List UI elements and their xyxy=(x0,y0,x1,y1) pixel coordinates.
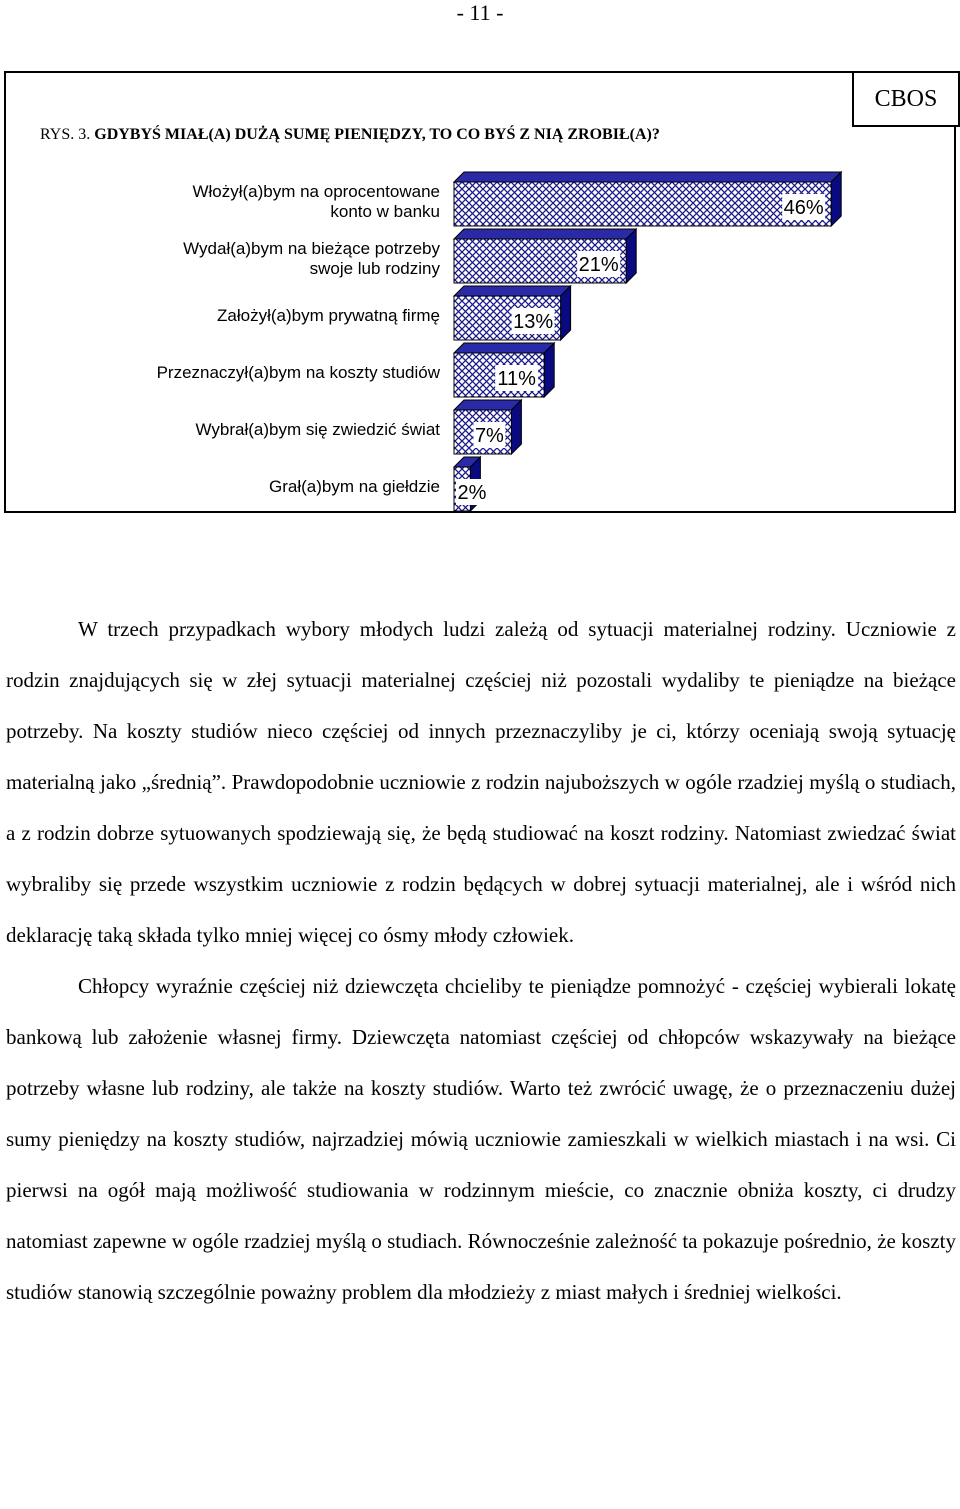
bar-side xyxy=(561,286,571,340)
category-label-line: Grał(a)bym na giełdzie xyxy=(268,477,440,496)
category-label xyxy=(100,477,440,497)
source-badge: CBOS xyxy=(852,71,960,127)
bar-top xyxy=(454,400,521,410)
value-label: 11% xyxy=(497,368,536,390)
bar-top xyxy=(454,343,554,353)
value-label: 21% xyxy=(578,254,619,276)
category-label-line: Wydał(a)bym na bieżące potrzeby xyxy=(183,239,440,258)
category-label-line: swoje lub rodziny xyxy=(309,259,440,278)
page-number: - 11 - xyxy=(456,0,504,25)
figure-number: RYS. 3. xyxy=(40,126,91,143)
value-label: 7% xyxy=(474,425,504,447)
bar-top xyxy=(454,286,571,296)
bar-side xyxy=(544,343,554,397)
bar-side xyxy=(626,229,636,283)
bar-front xyxy=(454,182,831,226)
paragraph-1: W trzech przypadkach wybory młodych ludzi zależą od sytuacji materialnej rodziny. Uczniowie z rodzin znajdujących się w złej sytuacji materialnej częściej niż pozostali wydaliby te pieniądze na bieżące potrzeby. Na koszty studiów nieco częściej od innych przeznaczyliby je ci, którzy oceniają swoją sytuację materialną jako „średnią”. Prawdopodobnie uczniowie z rodzin najuboższych w ogóle rzadziej myślą o studiach, a z rodzin dobrze sytuowanych spodziewają się, że będą studiować na koszt rodziny. Natomiast zwiedzać świat wybraliby się przede wszystkim uczniowie z rodzin będących w dobrej sytuacji materialnej, ale i wśród nich deklarację taką składa tylko mniej więcej co ósmy młody człowiek. xyxy=(6,617,956,947)
category-label-line: Wybrał(a)bym się zwiedzić świat xyxy=(195,420,440,439)
category-label-line: konto w banku xyxy=(330,202,440,221)
bar-top xyxy=(454,172,841,182)
category-label xyxy=(100,239,440,279)
value-label: 13% xyxy=(513,311,554,333)
body-text xyxy=(6,604,956,1318)
category-label xyxy=(100,306,440,326)
category-label-line: Przeznaczył(a)bym na koszty studiów xyxy=(156,363,440,382)
paragraph-2: Chłopcy wyraźnie częściej niż dziewczęta chcieliby te pieniądze pomnożyć - częściej wybierali lokatę bankową lub założenie własnej firmy. Dziewczęta natomiast częściej od chłopców wskazywały na bieżące potrzeby własne lub rodziny, ale także na koszty studiów. Warto też zwrócić uwagę, że o przeznaczeniu dużej sumy pieniędzy na koszty studiów, najrzadziej mówią uczniowie zamieszkali w wielkich miastach i na wsi. Ci pierwsi na ogół mają możliwość studiowania w rodzinnym mieście, co znacznie obniża koszty, ci drudzy natomiast zapewne w ogóle rzadziej myślą o studiach. Równocześnie zależność ta pokazuje pośrednio, że koszty studiów stanowią szczególnie poważny problem dla młodzieży z miast małych i średniej wielkości. xyxy=(6,974,956,1304)
value-label: 2% xyxy=(457,482,487,504)
figure-title: GDYBYŚ MIAŁ(A) DUŻĄ SUMĘ PIENIĘDZY, TO CO BYŚ Z NIĄ ZROBIŁ(A)? xyxy=(94,126,660,143)
category-label xyxy=(100,363,440,383)
value-label: 46% xyxy=(783,197,824,219)
category-label xyxy=(100,420,440,440)
category-label-line: Założył(a)bym prywatną firmę xyxy=(217,306,440,325)
category-label xyxy=(100,182,440,222)
bar-side xyxy=(511,400,521,454)
category-label-line: Włożył(a)bym na oprocentowane xyxy=(192,182,440,201)
bar-side xyxy=(831,172,841,226)
bar-top xyxy=(454,229,636,239)
